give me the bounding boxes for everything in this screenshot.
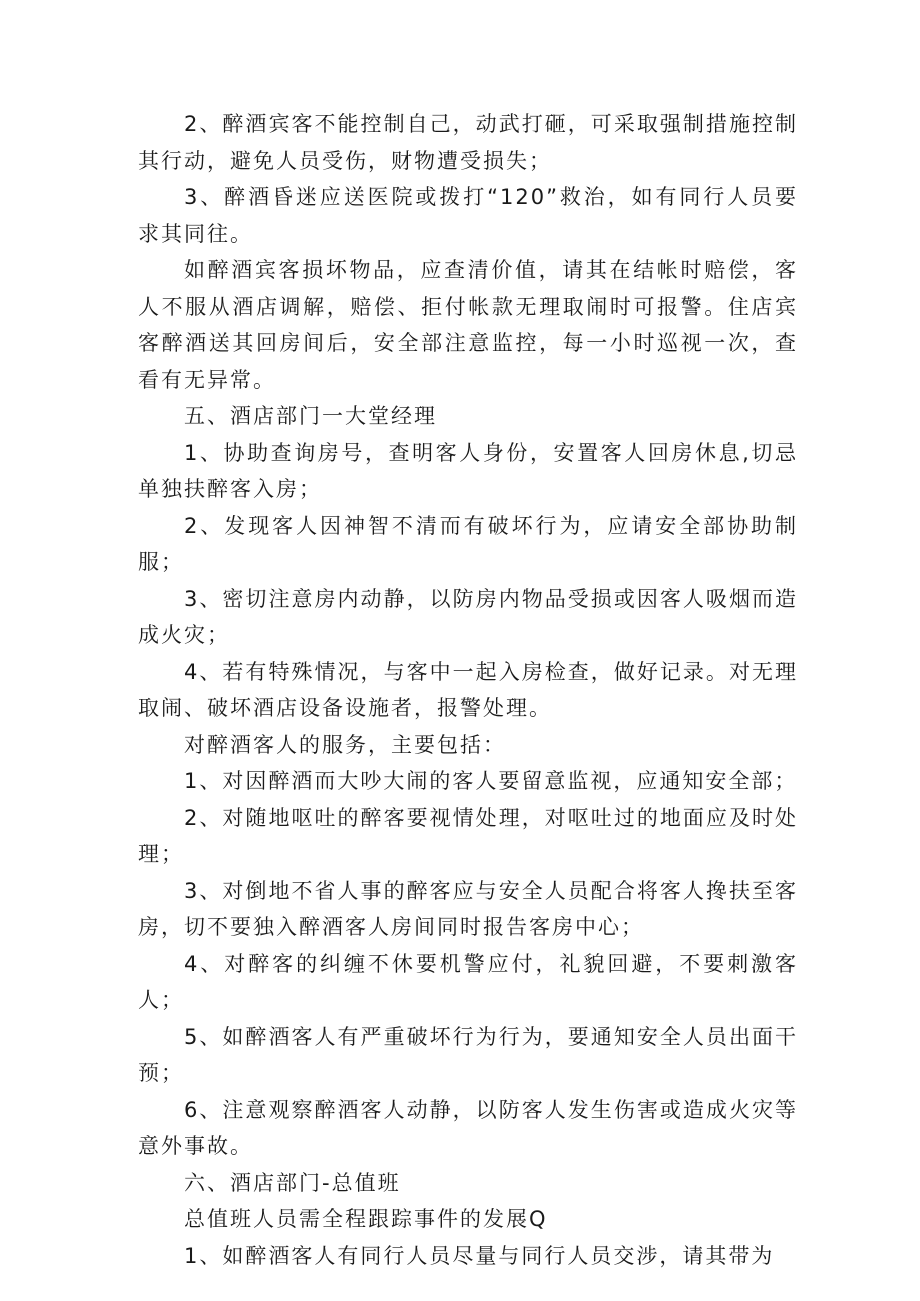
paragraph-service-item-1: 1、对因醉酒而大吵大闹的客人要留意监视，应通知安全部； <box>184 769 798 793</box>
paragraph-service-item-4: 4、对醉客的纠缠不休要机警应付，礼貌回避，不要刺激客人； <box>138 951 798 1012</box>
paragraph-drunk-guest-unconscious: 3、醉酒昏迷应送医院或拨打“120”救治，如有同行人员要求其同往。 <box>138 185 798 246</box>
paragraph-lobby-item-1: 1、协助查询房号，查明客人身份，安置客人回房休息,切忌单独扶醉客入房； <box>138 440 798 501</box>
paragraph-property-damage: 如醉酒宾客损坏物品，应查清价值，请其在结帐时赔偿，客人不服从酒店调解，赔偿、拒付帐款无理取闹时可报警。住店宾客醉酒送其回房间后，安全部注意监控，每一小时巡视一次，查看有无异常。 <box>138 258 798 392</box>
paragraph-service-intro: 对醉酒客人的服务，主要包括： <box>184 732 506 757</box>
paragraph-drunk-guest-violence: 2、醉酒宾客不能控制自己，动武打砸，可采取强制措施控制其行动，避免人员受伤，财物遭受损失； <box>138 112 798 173</box>
paragraph-duty-item-1: 1、如醉酒客人有同行人员尽量与同行人员交涉，请其带为 <box>184 1243 775 1268</box>
section-heading-lobby-manager: 五、酒店部门一大堂经理 <box>184 404 437 428</box>
paragraph-lobby-item-4: 4、若有特殊情况，与客中一起入房检查，做好记录。对无理取闹、破坏酒店设备设施者，报警处理。 <box>138 659 798 720</box>
section-heading-duty-manager: 六、酒店部门-总值班 <box>184 1170 401 1195</box>
paragraph-lobby-item-2: 2、发现客人因神智不清而有破坏行为，应请安全部协助制服； <box>138 513 798 574</box>
paragraph-lobby-item-3: 3、密切注意房内动静，以防房内物品受损或因客人吸烟而造成火灾； <box>138 586 798 647</box>
paragraph-service-item-3: 3、对倒地不省人事的醉客应与安全人员配合将客人搀扶至客房，切不要独入醉酒客人房间同时报告客房中心； <box>138 878 798 939</box>
paragraph-service-item-2: 2、对随地呕吐的醉客要视情处理，对呕吐过的地面应及时处理； <box>138 805 798 866</box>
paragraph-duty-intro: 总值班人员需全程跟踪事件的发展Q <box>184 1207 548 1231</box>
paragraph-service-item-6: 6、注意观察醉酒客人动静，以防客人发生伤害或造成火灾等意外事故。 <box>138 1097 798 1158</box>
document-page <box>138 106 798 1274</box>
paragraph-service-item-5: 5、如醉酒客人有严重破坏行为行为，要通知安全人员出面干预； <box>138 1024 798 1085</box>
